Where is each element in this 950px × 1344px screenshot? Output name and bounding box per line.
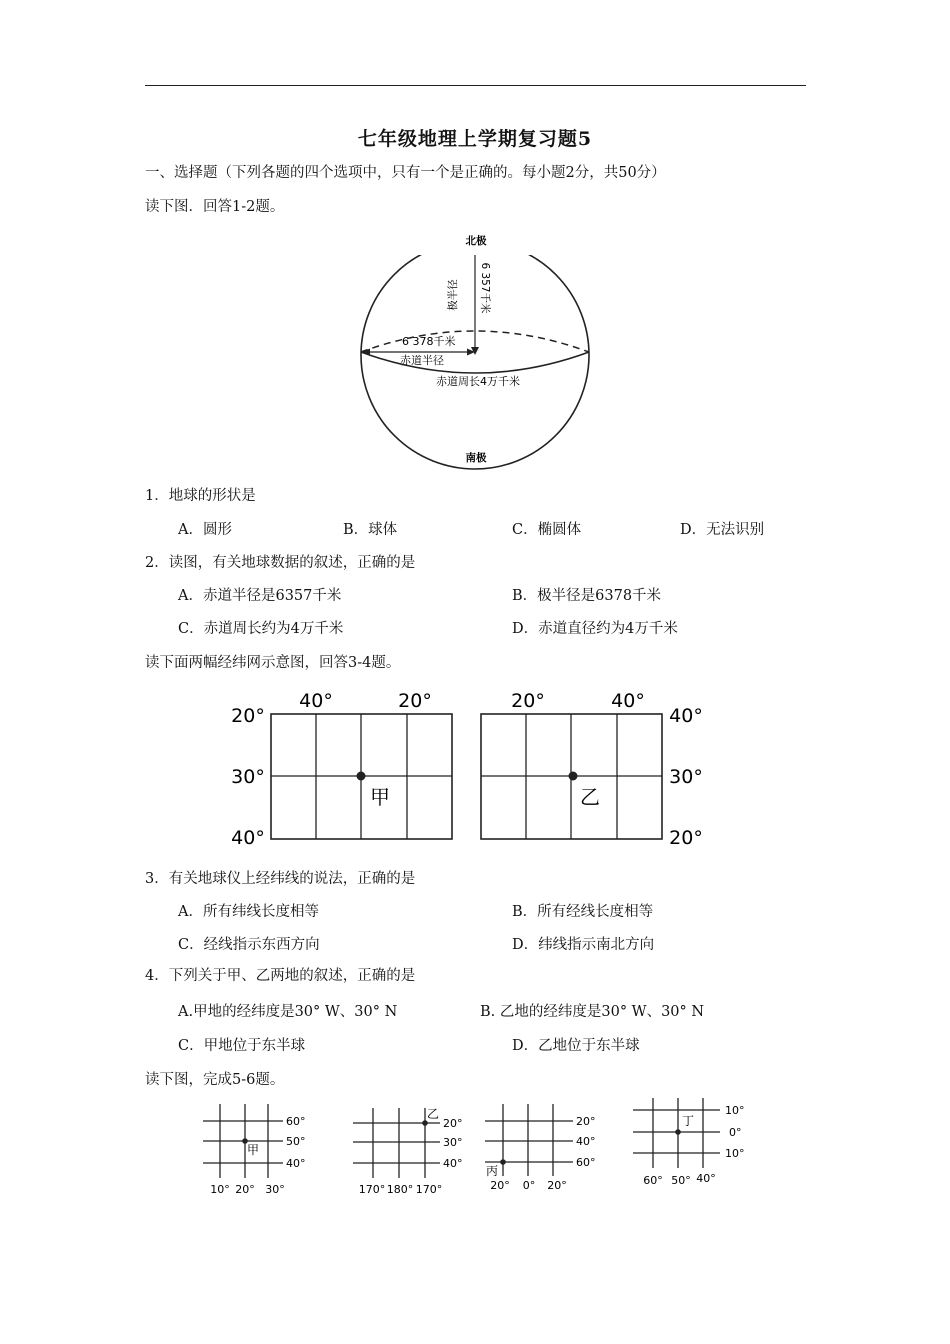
q4-option-d[interactable]: D．乙地位于东半球 [512,1038,640,1054]
q4-option-b[interactable]: B. 乙地的经纬度是30° W、30° N [480,1004,705,1020]
q1-option-c[interactable]: C．椭圆体 [512,522,582,538]
g3-lat-0: 20° [576,1115,596,1128]
q2-option-d[interactable]: D．赤道直径约为4万千米 [512,621,678,637]
small-point-3-marker [500,1159,506,1165]
g1-lon-2: 30° [265,1183,285,1196]
g2-lon-2: 170° [415,1183,443,1196]
north-pole-label: 北极 [465,235,487,247]
point-jia-marker [357,772,366,781]
g1-lon-1: 20° [235,1183,255,1196]
q1-option-d[interactable]: D．无法识别 [680,522,765,538]
g4-lon-2: 40° [696,1172,716,1185]
q1-option-a[interactable]: A．圆形 [178,522,232,538]
g2-lon-0: 170° [358,1183,386,1196]
q2-stem: 2．读图，有关地球数据的叙述，正确的是 [145,555,416,571]
intro-3: 读下图，完成5-6题。 [145,1072,285,1088]
g2-lat-0: 20° [443,1117,463,1130]
g3-lat-2: 60° [576,1156,596,1169]
g4-lat-0: 10° [725,1104,745,1117]
g1-lat-2: 40° [286,1157,306,1170]
intro-2: 读下面两幅经纬网示意图，回答3-4题。 [145,655,401,671]
equator-circumference-label: 赤道周长4万千米 [436,375,520,388]
g4-lon-0: 60° [643,1174,663,1187]
small-point-4-marker [675,1129,681,1135]
grid2-right-mid-label: 30° [669,766,703,788]
grid1-left-top-label: 20° [231,705,265,727]
q4-stem: 4．下列关于甲、乙两地的叙述，正确的是 [145,968,416,984]
q1-option-b[interactable]: B．球体 [343,522,398,538]
g3-lon-1: 0° [522,1179,536,1192]
g3-lat-1: 40° [576,1135,596,1148]
g4-lat-2: 10° [725,1147,745,1160]
g1-point-label: 甲 [247,1143,260,1157]
g2-lat-1: 30° [443,1136,463,1149]
g1-lat-1: 50° [286,1135,306,1148]
q3-stem: 3．有关地球仪上经纬线的说法，正确的是 [145,871,416,887]
point-yi-marker [569,772,578,781]
south-pole-label: 南极 [465,452,487,464]
g2-lon-1: 180° [386,1183,414,1196]
g1-lat-0: 60° [286,1115,306,1128]
g2-lat-2: 40° [443,1157,463,1170]
q4-option-c[interactable]: C．甲地位于东半球 [178,1038,306,1054]
q2-option-b[interactable]: B．极半径是6378千米 [512,588,662,604]
small-grid-3 [485,1104,573,1176]
q3-option-c[interactable]: C．经线指示东西方向 [178,937,320,953]
q3-option-a[interactable]: A．所有纬线长度相等 [178,904,319,920]
grid1-top-left-label: 40° [299,690,333,712]
q2-option-a[interactable]: A．赤道半径是6357千米 [178,588,342,604]
lat-lon-grid-diagrams [228,684,718,854]
globe-pole-labels [440,226,520,476]
grid-yi [481,690,703,849]
small-point-2-marker [422,1120,428,1126]
grid-jia [231,690,452,849]
g4-lat-1: 0° [729,1126,742,1139]
polar-radius-label: 极半径 [447,279,459,311]
grid1-top-right-label: 20° [398,690,432,712]
small-grid-diagrams [195,1096,785,1201]
g4-lon-1: 50° [671,1174,691,1187]
q4-option-a[interactable]: A.甲地的经纬度是30° W、30° N [178,1004,398,1020]
grid2-top-left-label: 20° [511,690,545,712]
g3-point-label: 丙 [486,1164,499,1178]
q1-stem: 1．地球的形状是 [145,488,256,504]
q3-option-d[interactable]: D．纬线指示南北方向 [512,937,655,953]
point-jia-label: 甲 [370,785,390,809]
grid2-top-right-label: 40° [611,690,645,712]
q2-option-c[interactable]: C．赤道周长约为4万千米 [178,621,344,637]
intro-1: 读下图．回答1-2题。 [145,199,285,215]
grid1-left-bottom-label: 40° [231,827,265,849]
point-yi-label: 乙 [580,785,600,809]
g3-lon-0: 20° [490,1179,510,1192]
polar-radius-value: 6 357千米 [479,262,491,314]
grid2-right-bottom-label: 20° [669,827,703,849]
section-heading: 一、选择题（下列各题的四个选项中，只有一个是正确的。每小题2分，共50分） [145,165,666,181]
g3-lon-2: 20° [547,1179,567,1192]
g1-lon-0: 10° [210,1183,230,1196]
header-rule [145,85,806,86]
page-title: 七年级地理上学期复习题5 [357,128,593,150]
g2-point-label: 乙 [427,1107,440,1121]
equator-radius-label: 赤道半径 [400,354,444,367]
grid1-left-mid-label: 30° [231,766,265,788]
equator-radius-value: 6 378千米 [402,335,456,348]
g4-point-label: 丁 [682,1114,695,1128]
q3-option-b[interactable]: B．所有经线长度相等 [512,904,654,920]
grid2-right-top-label: 40° [669,705,703,727]
